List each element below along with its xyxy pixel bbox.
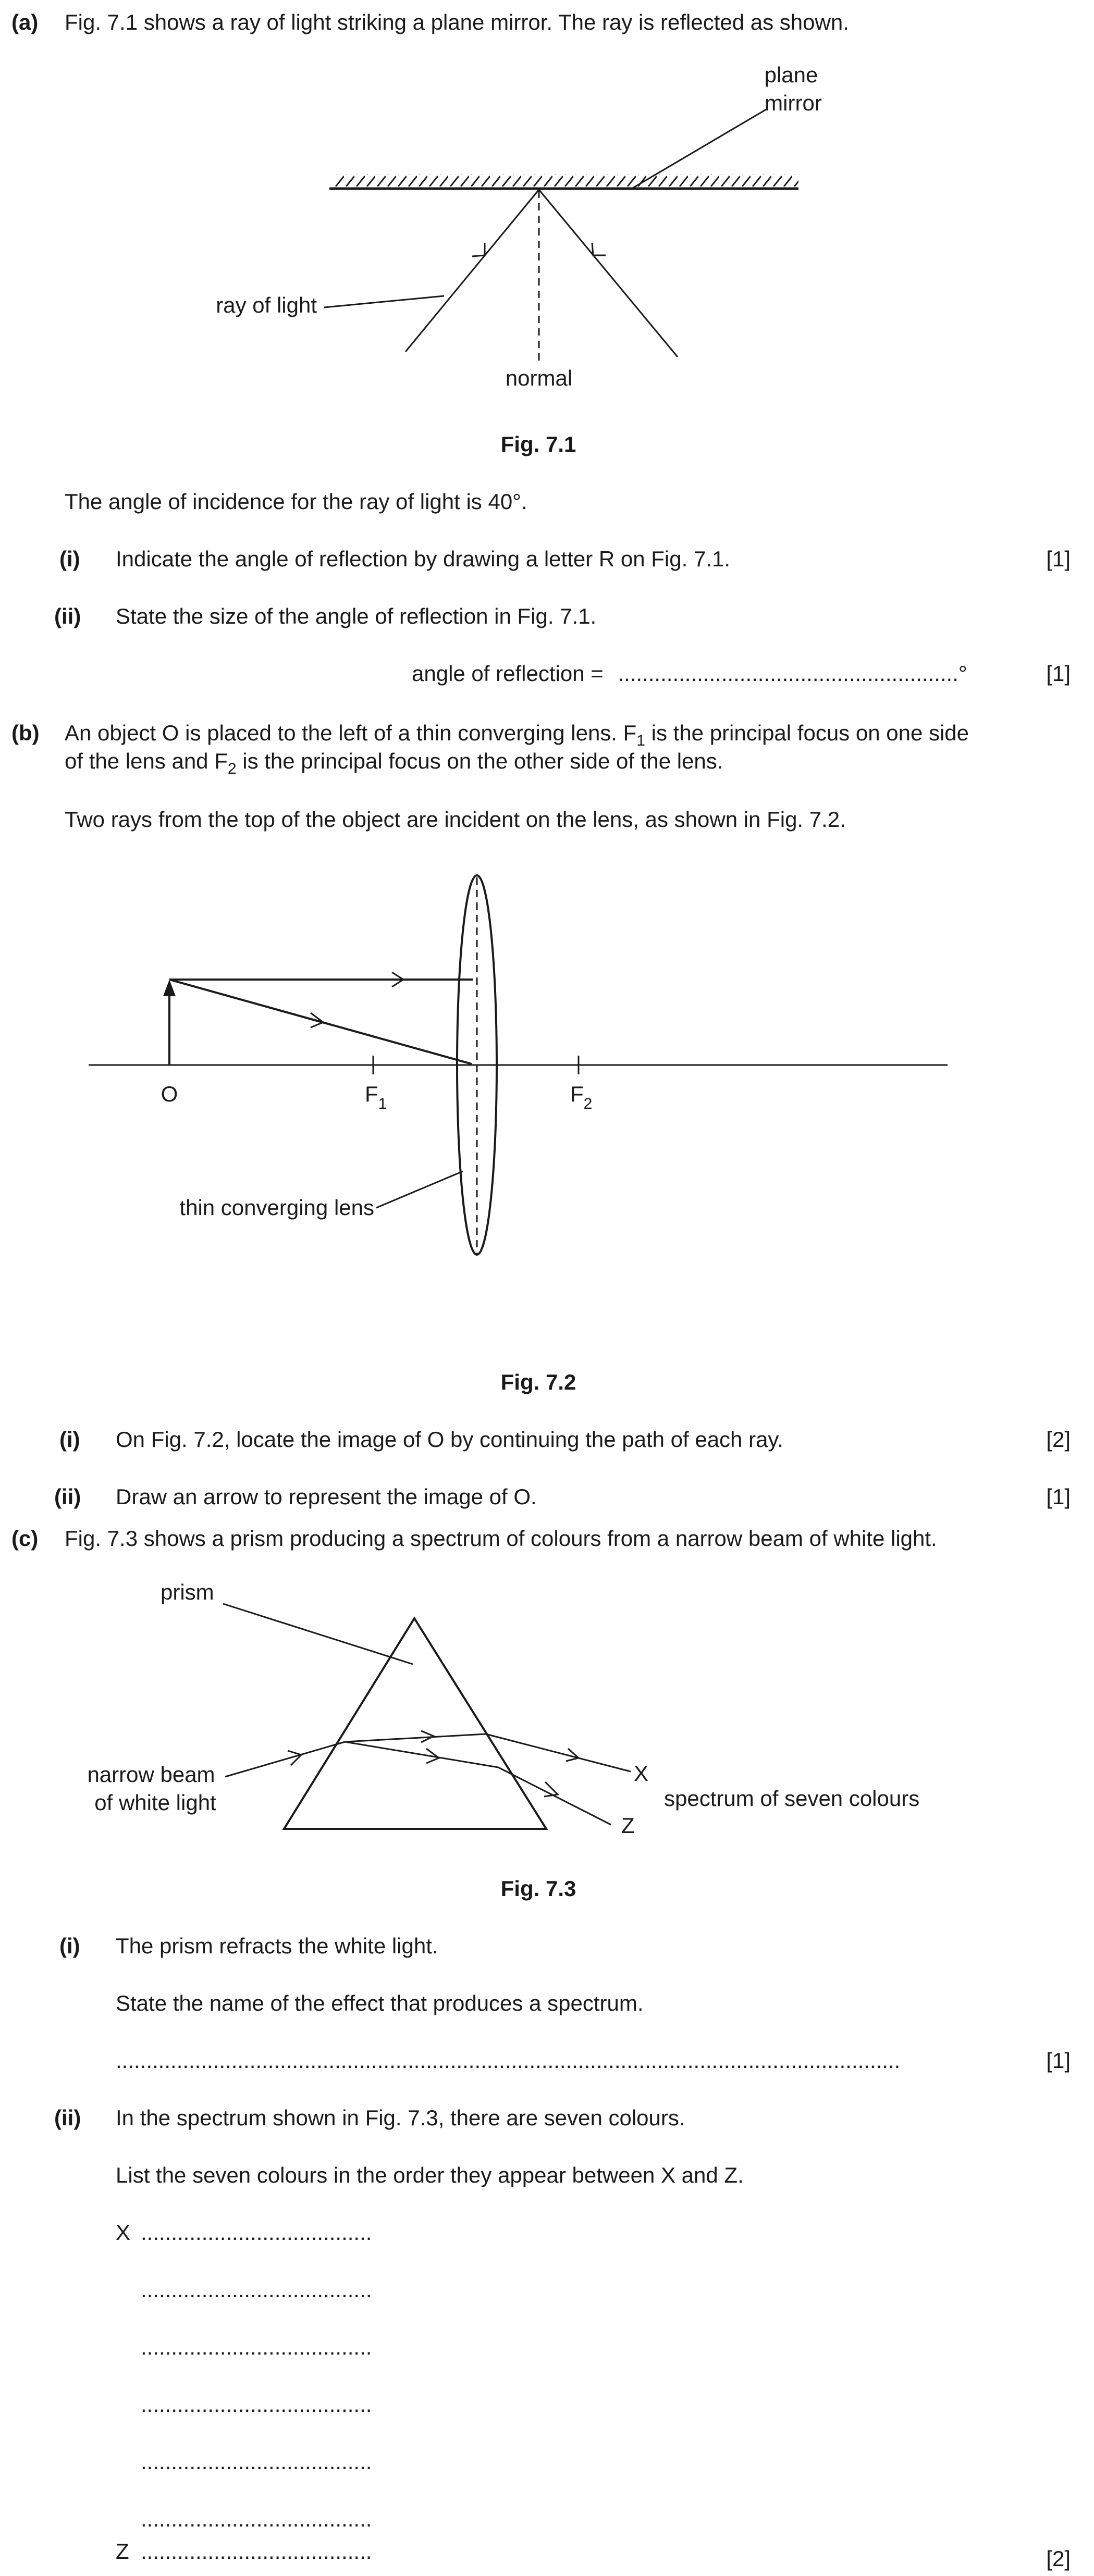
c-ii-label: (ii)	[54, 2106, 81, 2130]
figure-7-1	[0, 52, 1094, 406]
figure-7-2	[0, 860, 1094, 1277]
part-a-intro: Fig. 7.1 shows a ray of light striking a plane mirror. The ray is reflected as shown.	[65, 10, 849, 34]
ray-z	[498, 1767, 611, 1825]
label-of-white-light: of white light	[94, 1790, 216, 1815]
central-ray	[169, 980, 472, 1064]
lens-label-pointer	[376, 1171, 463, 1208]
plane-mirror	[329, 174, 798, 189]
b-i-marks: [2]	[1046, 1427, 1071, 1452]
label-thin-converging-lens: thin converging lens	[179, 1195, 374, 1220]
angle-answer-line[interactable]	[412, 661, 967, 687]
effect-answer-line[interactable]: .................................................................................................................................	[116, 2048, 901, 2073]
a-ii-marks: [1]	[1046, 661, 1071, 686]
c-i-text2: State the name of the effect that produces a spectrum.	[116, 1991, 644, 2015]
fig-7-3-caption: Fig. 7.3	[500, 1876, 576, 1901]
prism-label-pointer	[223, 1604, 413, 1664]
c-i-marks: [1]	[1046, 2048, 1071, 2073]
reflected-ray	[539, 190, 678, 357]
angle-answer-label: angle of reflection =	[412, 661, 610, 686]
part-c-intro: Fig. 7.3 shows a prism producing a spectrum of colours from a narrow beam of white light.	[65, 1526, 937, 1551]
degree-unit: °	[958, 661, 967, 686]
c-ii-marks: [2]	[1046, 2546, 1071, 2571]
fig-7-2-caption: Fig. 7.2	[500, 1370, 576, 1394]
c-ii-text1: In the spectrum shown in Fig. 7.3, there are seven colours.	[116, 2106, 685, 2130]
b-ii-marks: [1]	[1046, 1484, 1071, 1509]
colour-answer-line[interactable]: ......................................	[141, 2392, 372, 2417]
label-F1: $F_1$	[365, 1082, 387, 1112]
b-i-text: On Fig. 7.2, locate the image of O by continuing the path of each ray.	[116, 1427, 783, 1452]
ray-inside-prism-upper	[345, 1731, 486, 1742]
part-a-label: (a)	[11, 10, 39, 34]
colour-answer-line[interactable]: ......................................	[141, 2449, 372, 2474]
colour-answer-line[interactable]: ......................................	[141, 2277, 372, 2302]
label-F2: $F_2$	[570, 1082, 593, 1112]
a-ii-text: State the size of the angle of reflection in Fig. 7.1.	[116, 604, 597, 628]
ray-inside-prism-lower	[345, 1742, 498, 1767]
c-ii-text2: List the seven colours in the order they appear between X and Z.	[116, 2163, 744, 2187]
object-arrow	[163, 980, 176, 1065]
colour-answer-line[interactable]: ......................................	[141, 2220, 372, 2245]
c-i-text1: The prism refracts the white light.	[116, 1934, 438, 1958]
figure-7-3	[0, 1563, 1094, 1844]
label-spectrum: spectrum of seven colours	[664, 1786, 920, 1811]
label-prism: prism	[161, 1580, 214, 1604]
label-normal: normal	[505, 366, 573, 390]
label-ray-of-light: ray of light	[216, 293, 317, 317]
incident-ray	[405, 190, 539, 352]
colour-label-X: X	[116, 2220, 131, 2245]
colour-answer-line[interactable]: ......................................	[141, 2335, 372, 2359]
a-i-text: Indicate the angle of reflection by drawing a letter R on Fig. 7.1.	[116, 547, 731, 571]
label-plane: plane	[764, 63, 818, 87]
colour-answer-line-z[interactable]: ......................................	[141, 2539, 372, 2563]
b-ii-label: (ii)	[54, 1484, 81, 1509]
colour-label-Z: Z	[116, 2539, 129, 2563]
a-ii-label: (ii)	[54, 604, 81, 628]
c-i-label: (i)	[59, 1934, 80, 1958]
label-Z: Z	[621, 1813, 635, 1838]
b-ii-text: Draw an arrow to represent the image of O.	[116, 1484, 537, 1509]
part-b-line2: of the lens and $F_2$ is the principal focus on the other side of the lens.	[65, 749, 723, 777]
a-i-label: (i)	[59, 547, 80, 571]
part-b-line3: Two rays from the top of the object are incident on the lens, as shown in Fig. 7.2.	[65, 807, 846, 832]
b-i-label: (i)	[59, 1427, 80, 1452]
ray-label-pointer	[324, 296, 444, 307]
label-narrow-beam: narrow beam	[87, 1762, 215, 1787]
part-b-line1: An object O is placed to the left of a thin converging lens. $F_1$ is the principal focus on one side	[65, 721, 969, 749]
angle-answer-dots[interactable]: ........................................................	[618, 661, 958, 686]
label-X: X	[634, 1761, 649, 1786]
part-c-label: (c)	[11, 1526, 39, 1551]
parallel-ray	[169, 972, 473, 987]
prism-triangle	[284, 1618, 546, 1829]
angle-statement: The angle of incidence for the ray of light is 40°.	[65, 489, 527, 514]
colour-answer-line[interactable]: ......................................	[141, 2507, 372, 2531]
label-O: O	[161, 1082, 178, 1106]
a-i-marks: [1]	[1046, 547, 1071, 571]
label-mirror: mirror	[765, 91, 822, 115]
part-b-label: (b)	[11, 721, 40, 745]
fig-7-1-caption: Fig. 7.1	[500, 432, 576, 456]
